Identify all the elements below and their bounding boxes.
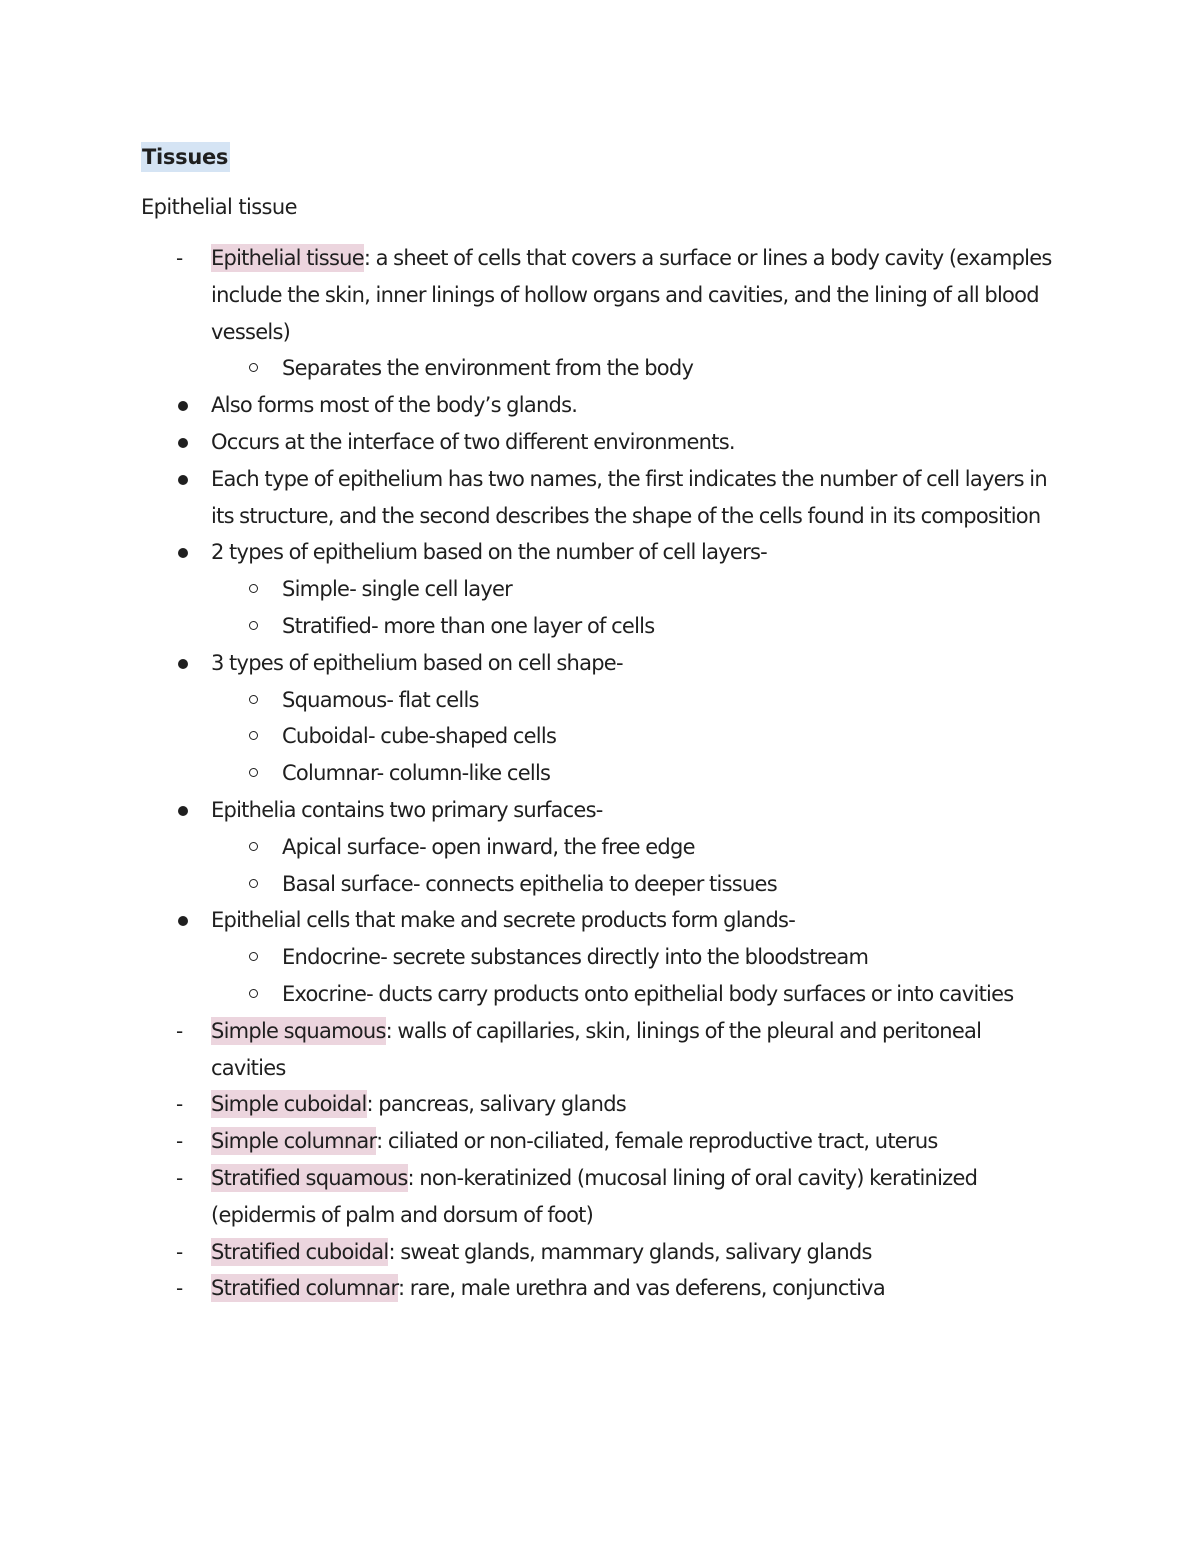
item-text: Exocrine- ducts carry products onto epithelial body surfaces or into cavities (282, 981, 1014, 1006)
circle-bullet-icon (249, 768, 258, 777)
circle-bullet-icon (249, 952, 258, 961)
item-text: Simple- single cell layer (282, 577, 513, 602)
list-item (0, 902, 1061, 939)
bullet-icon (178, 401, 188, 411)
item-text: Cuboidal- cube-shaped cells (282, 724, 557, 749)
item-text: Apical surface- open inward, the free edge (282, 834, 695, 859)
list-item (0, 461, 1061, 535)
bullet-icon (178, 916, 188, 926)
bullet-icon (178, 475, 188, 485)
circle-bullet-icon (249, 989, 258, 998)
item-text: : walls of capillaries, skin, linings of the pleural and peritoneal cavities (211, 1018, 982, 1080)
list-item (0, 866, 1062, 903)
list-item (0, 829, 1062, 866)
bullet-icon (178, 548, 188, 558)
item-text: : ciliated or non-ciliated, female reproductive tract, uterus (376, 1129, 938, 1154)
item-text: : non-keratinized (mucosal lining of oral cavity) keratinized (epidermis of palm and dorsum of foot) (211, 1165, 978, 1227)
item-text: : a sheet of cells that covers a surface or lines a body cavity (examples include the skin, inner linings of hollow organs and cavities, and the lining of all blood vessels) (211, 246, 1052, 344)
dash-marker: - (176, 1276, 184, 1301)
list-item (0, 350, 1062, 387)
circle-bullet-icon (249, 621, 258, 630)
dash-marker: - (176, 1092, 184, 1117)
list-item (0, 240, 1061, 350)
highlighted-term: Simple squamous (211, 1018, 386, 1043)
list-item (0, 1123, 1061, 1160)
highlighted-term: Simple columnar (211, 1129, 377, 1154)
bullet-icon (178, 438, 188, 448)
item-text: 3 types of epithelium based on cell shape- (211, 650, 623, 675)
highlighted-term: Simple cuboidal (211, 1092, 367, 1117)
item-text: Stratified- more than one layer of cells (282, 613, 655, 638)
item-text: Squamous- flat cells (282, 687, 479, 712)
list-item (0, 424, 1061, 461)
list-item (0, 571, 1062, 608)
list-item (0, 792, 1061, 829)
dash-marker: - (176, 1018, 184, 1043)
highlighted-term: Stratified squamous (211, 1165, 408, 1190)
list-item (0, 718, 1062, 755)
bullet-icon (178, 659, 188, 669)
highlighted-term: Epithelial tissue (211, 246, 364, 270)
item-text: Each type of epithelium has two names, the first indicates the number of cell layers in its structure, and the second describes the shape of the cells found in its composition (211, 466, 1047, 528)
list-item (0, 755, 1062, 792)
item-text: Separates the environment from the body (282, 356, 694, 381)
bullet-icon (178, 806, 188, 816)
highlighted-term: Stratified columnar (211, 1276, 398, 1301)
circle-bullet-icon (249, 363, 258, 372)
list-item (0, 976, 1062, 1013)
item-text: : sweat glands, mammary glands, salivary glands (388, 1239, 872, 1264)
circle-bullet-icon (249, 695, 258, 704)
page-title: Tissues (141, 142, 230, 172)
list-item (0, 1086, 1061, 1123)
section-heading: Epithelial tissue (141, 195, 297, 219)
circle-bullet-icon (249, 842, 258, 851)
list-item (0, 1270, 1061, 1307)
item-text: Basal surface- connects epithelia to deeper tissues (282, 871, 777, 896)
list-item (0, 1234, 1061, 1271)
item-text: 2 types of epithelium based on the number of cell layers- (211, 540, 767, 565)
list-item (0, 387, 1061, 424)
notes-list (0, 240, 1200, 1307)
highlighted-term: Stratified cuboidal (211, 1239, 389, 1264)
dash-marker: - (176, 1129, 184, 1154)
list-item (0, 645, 1061, 682)
list-item (0, 608, 1062, 645)
item-text: Occurs at the interface of two different environments. (211, 429, 735, 454)
circle-bullet-icon (249, 584, 258, 593)
item-text: : pancreas, salivary glands (366, 1092, 626, 1117)
item-text: : rare, male urethra and vas deferens, conjunctiva (397, 1276, 885, 1301)
item-text: Columnar- column-like cells (282, 761, 551, 786)
circle-bullet-icon (249, 731, 258, 740)
list-item (0, 939, 1062, 976)
list-item (0, 682, 1062, 719)
dash-marker: - (176, 1239, 184, 1264)
item-text: Epithelia contains two primary surfaces- (211, 797, 603, 822)
item-text: Also forms most of the body’s glands. (211, 393, 578, 418)
item-text: Epithelial cells that make and secrete products form glands- (211, 908, 796, 933)
dash-marker: - (176, 1165, 184, 1190)
list-item (0, 1160, 1061, 1234)
item-text: Endocrine- secrete substances directly into the bloodstream (282, 945, 869, 970)
list-item (0, 534, 1061, 571)
dash-marker: - (176, 246, 184, 270)
circle-bullet-icon (249, 879, 258, 888)
list-item (0, 1013, 1061, 1087)
